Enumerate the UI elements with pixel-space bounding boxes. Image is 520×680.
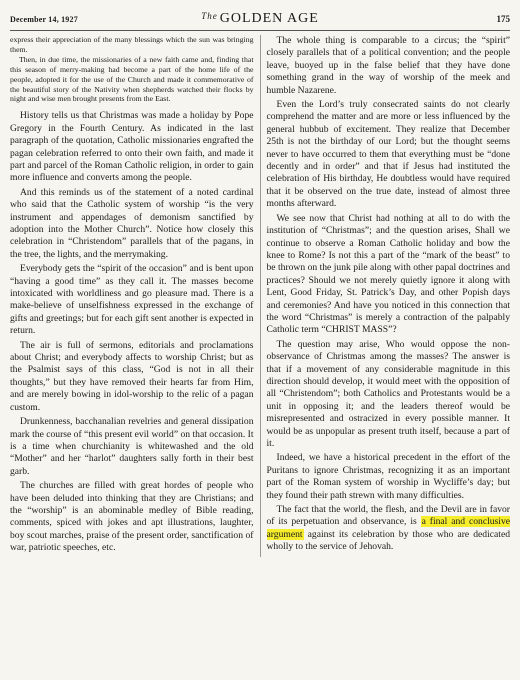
intro-paragraph: Then, in due time, the missionaries of a new faith came and, finding that this season of merry-making had become a part of the home life of the people, adopted it for the use of the Church and made it commemorative of the beautiful story of the Nativity when shepherds watched their flocks by night and wise men brought presents from the East. bbox=[10, 54, 254, 104]
final-paragraph-end: against its celebration by those who are dedicated wholly to the service of Jehovah. bbox=[266, 528, 510, 553]
left-column bbox=[10, 35, 261, 557]
body-paragraph: The churches are filled with great hordes of people who have been deluded into thinking that they are Christians; and the “worship” is an abominable medley of Bible reading, comments, spiced with jokes and apt illustrations, laughter, boy scout marches, praise of the present order, sanctification of war, patriotic speeches, etc. bbox=[10, 480, 254, 554]
highlighted-phrase: a final and conclusive argument bbox=[266, 516, 510, 540]
body-paragraph: Drunkenness, bacchanalian revelries and general dissipation mark the course of “this present evil world” on that occasion. It is a time when churchianity is whitewashed and the old “Mother” and her “harlot” daughters sally forth in their best garb. bbox=[10, 416, 254, 477]
quoted-intro bbox=[10, 35, 254, 104]
final-paragraph bbox=[267, 504, 511, 554]
running-header bbox=[10, 8, 510, 31]
page-number: 175 bbox=[496, 14, 510, 24]
body-paragraph: We see now that Christ had nothing at all to do with the institution of “Christmas”; and the question arises, Shall we continue to observe a Roman Catholic holiday and bow the knee to Rome? Is not this a part of the “mark of the beast” to be thrown on the junk pile along with other papal doctrines and practices? Should we not merely quietly ignore it along with Lent, Good Friday, St. Patrick’s Day, and other Popish days and ceremonies? And have you noticed in this connection that the word “Christmas” is merely a contraction of the palpably Catholic term “CHRIST MASS”? bbox=[266, 212, 510, 336]
body-paragraph: Everybody gets the “spirit of the occasion” and is bent upon “having a good time” as they call it. The masses become intoxicated with worldliness and go pleasure mad. There is a make-believe of unselfishness expressed in the exchange of gifts and greetings; but for each gift sent another is expected in return. bbox=[10, 263, 254, 337]
header-title-main: GOLDEN AGE bbox=[219, 11, 319, 26]
body-paragraph: History tells us that Christmas was made a holiday by Pope Gregory in the Fourth Century. As indicated in the last paragraph of the quotation, Catholic missionaries engrafted the pagan celebration referred to onto their own faith, and made it part and parcel of the Roman Catholic religion, in order to gain more influence and converts among the people. bbox=[10, 110, 254, 184]
body-paragraph: Indeed, we have a historical precedent in the effort of the Puritans to ignore Christmas, recognizing it as an important part of the Roman system of worship in Wycliffe’s day; but they found their path strewn with many difficulties. bbox=[266, 452, 510, 501]
body-paragraph: Even the Lord’s truly consecrated saints do not clearly comprehend the matter and are more or less influenced by the general hubbub of excitement. They realize that December 25th is not the birthday of our Lord; but the thought seems never to have occurred to them that everything must be “done decently and in order” and that if Jesus had instituted the celebration of His birthday, He doubtless would have required that it be observed on the true date, instead of almost three months afterward. bbox=[266, 99, 510, 210]
right-column bbox=[261, 35, 511, 557]
intro-paragraph: express their appreciation of the many blessings which the sun was bringing them. bbox=[10, 35, 254, 54]
body-paragraph: The question may arise, Who would oppose the non-observance of Christmas among the masses? The answer is that if a movement of any considerable magnitude in this direction should develop, it would meet with the opposition of all “Christendom”; both Catholics and Protestants would be a unit in opposing it; and the leaders thereof would be misrepresented and ostracized in every possible manner. It would be as unpopular as present truth itself, because a part of it. bbox=[266, 338, 510, 449]
body-paragraph: And this reminds us of the statement of a noted cardinal who said that the Catholic system of worship “is the very instrument and appendages of demonism sanctified by adoption into the Mother Church”. Notice how closely this celebration in “Christendom” parallels that of the pagans, in the tree, the lights, and the merrymaking. bbox=[10, 186, 254, 260]
header-title bbox=[10, 11, 510, 27]
two-column-body bbox=[10, 35, 510, 557]
header-title-the: The bbox=[201, 11, 218, 21]
body-paragraph: The air is full of sermons, editorials and proclamations about Christ; and everybody affects to worship Christ; but as the Psalmist says of this class, “God is not in all their thoughts,” but they have removed their hearts far from Him, and are merely bowing in idol-worship to the relic of a pagan custom. bbox=[10, 339, 254, 413]
final-paragraph-start: The fact that the world, the flesh, and the Devil are in favor of its perpetuation and observance, is bbox=[266, 504, 510, 528]
header-date: December 14, 1927 bbox=[10, 14, 78, 24]
body-paragraph: The whole thing is comparable to a circus; the “spirit” closely parallels that of a political convention; and the people leave, buoyed up in the false belief that they have done something grand in the way of worship of the meek and humble Nazarene. bbox=[266, 35, 510, 96]
